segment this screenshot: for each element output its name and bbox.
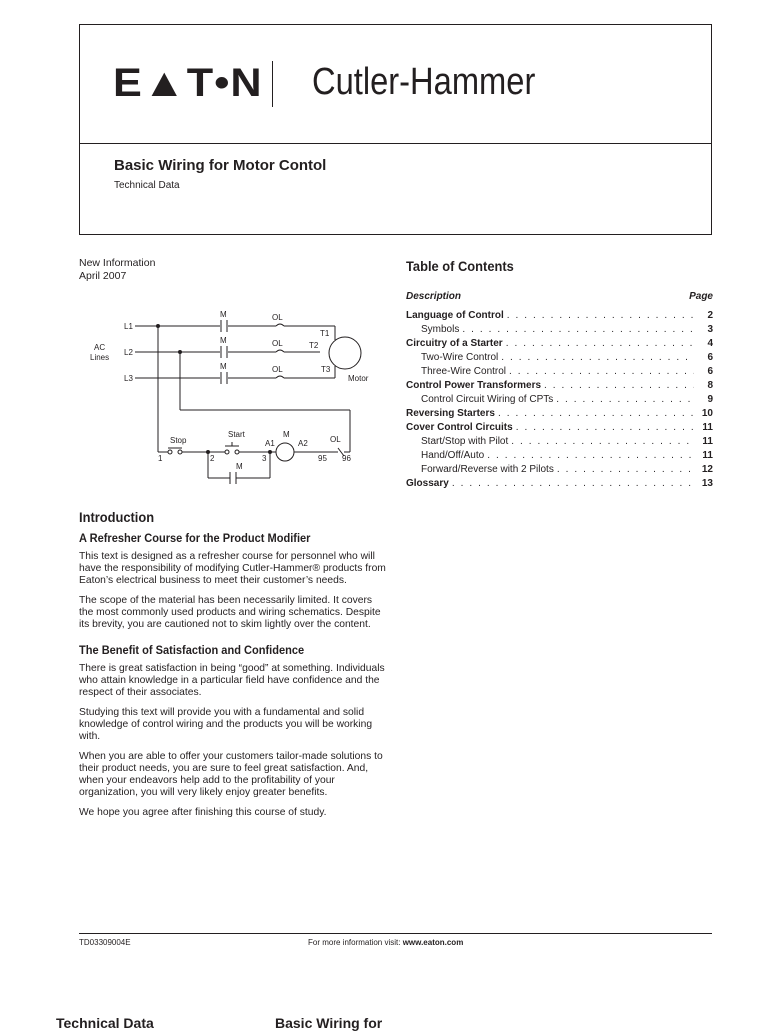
toc-entry-label: Control Circuit Wiring of CPTs xyxy=(421,394,554,405)
toc-entry-page: 12 xyxy=(701,464,713,475)
footer-url-link[interactable]: www.eaton.com xyxy=(402,938,464,947)
toc-entry-page: 11 xyxy=(702,436,713,447)
label-n1: 1 xyxy=(158,454,163,463)
label-t3: T3 xyxy=(321,365,331,374)
label-t1: T1 xyxy=(320,329,330,338)
toc-entry-label: Three-Wire Control xyxy=(421,366,507,377)
label-lines: Lines xyxy=(90,353,110,362)
label-n2: 2 xyxy=(210,454,215,463)
next-page-left-heading: Technical Data xyxy=(56,1015,154,1031)
toc-entry-label: Start/Stop with Pilot xyxy=(421,436,509,447)
header-divider xyxy=(80,143,711,144)
toc-entry-page: 13 xyxy=(701,478,713,489)
toc-entry[interactable] xyxy=(406,323,713,337)
label-ol-2: OL xyxy=(272,339,283,348)
footer-more-prefix: For more information visit: xyxy=(308,938,403,947)
toc-entry-page: 3 xyxy=(707,324,713,335)
toc-entry-page: 2 xyxy=(707,310,713,321)
logo-separator xyxy=(272,61,273,107)
label-a2: A2 xyxy=(298,439,308,448)
toc-entry-label: Circuitry of a Starter xyxy=(406,338,503,349)
toc-entry-page: 11 xyxy=(702,450,713,461)
toc-entry-page: 6 xyxy=(707,366,713,377)
motor-wiring-diagram xyxy=(80,302,380,492)
label-m-seal: M xyxy=(236,462,243,471)
label-m-2: M xyxy=(220,336,227,345)
label-ol-1: OL xyxy=(272,313,283,322)
label-n95: 95 xyxy=(318,454,327,463)
toc-entry-page: 4 xyxy=(707,338,713,349)
document-title: Basic Wiring for Motor Contol xyxy=(114,157,327,174)
toc-entry-label: Language of Control xyxy=(406,310,504,321)
toc-entry[interactable] xyxy=(406,309,713,323)
toc-entry[interactable] xyxy=(406,477,713,491)
label-l3: L3 xyxy=(124,374,133,383)
toc-entry[interactable] xyxy=(406,435,713,449)
footer-more-info xyxy=(308,938,463,947)
label-l2: L2 xyxy=(124,348,133,357)
document-id: TD03309004E xyxy=(79,938,131,947)
info-date: April 2007 xyxy=(79,269,127,282)
label-start: Start xyxy=(228,430,245,439)
label-m-coil: M xyxy=(283,430,290,439)
toc-entry[interactable] xyxy=(406,365,713,379)
label-ol-ctrl: OL xyxy=(330,435,341,444)
toc-entry-page: 10 xyxy=(701,408,713,419)
label-n3: 3 xyxy=(262,454,267,463)
toc-col-page: Page xyxy=(689,291,713,302)
label-m-3: M xyxy=(220,362,227,371)
intro-subheading-2: The Benefit of Satisfaction and Confidence xyxy=(79,643,305,657)
label-motor: Motor xyxy=(348,374,369,383)
intro-paragraph-5: When you are able to offer your customers tailor-made solutions to their product needs, you are sure to feel great satisfaction. And, when your endeavors help add to the profitability of your organization, you will very likely enjoy greater benefits. xyxy=(79,751,383,798)
intro-paragraph-3: There is great satisfaction in being “good” at something. Individuals who attain knowledge in a particular field have confidence and the respect of their associates. xyxy=(79,663,385,698)
next-page-right-heading: Basic Wiring for xyxy=(275,1015,383,1031)
label-stop: Stop xyxy=(170,436,187,445)
label-l1: L1 xyxy=(124,322,133,331)
label-n96: 96 xyxy=(342,454,351,463)
toc-entry-label: Reversing Starters xyxy=(406,408,495,419)
introduction-section xyxy=(79,509,389,827)
toc-entry-page: 11 xyxy=(702,422,713,433)
intro-paragraph-4: Studying this text will provide you with a fundamental and solid knowledge of control wiring and the products you will be working with. xyxy=(79,707,373,742)
document-subtitle: Technical Data xyxy=(114,180,180,191)
footer-rule xyxy=(79,933,712,934)
toc-entry[interactable] xyxy=(406,337,713,351)
toc-entry[interactable] xyxy=(406,463,713,477)
toc-entry[interactable] xyxy=(406,393,713,407)
toc-entry-label: Hand/Off/Auto xyxy=(421,450,485,461)
intro-paragraph-6: We hope you agree after finishing this course of study. xyxy=(79,807,327,818)
toc-col-description: Description xyxy=(406,291,462,302)
eaton-logo: E▲T•N xyxy=(113,61,263,105)
label-t2: T2 xyxy=(309,341,319,350)
toc-entry[interactable] xyxy=(406,379,713,393)
toc-header xyxy=(406,291,713,302)
toc-entry[interactable] xyxy=(406,351,713,365)
label-m-1: M xyxy=(220,310,227,319)
toc-entry[interactable] xyxy=(406,449,713,463)
intro-paragraph-1: This text is designed as a refresher course for personnel who will have the responsibility of modifying Cutler-Hammer® products from Eaton’s electrical business to meet their customer’s needs. xyxy=(79,551,386,586)
table-of-contents xyxy=(406,258,713,491)
label-ac: AC xyxy=(94,343,106,352)
toc-entry-label: Control Power Transformers xyxy=(406,380,542,391)
toc-entry-label: Glossary xyxy=(406,478,449,489)
toc-title: Table of Contents xyxy=(406,258,514,274)
header-box xyxy=(79,24,712,235)
toc-entry-label: Two-Wire Control xyxy=(421,352,499,363)
intro-paragraph-2: The scope of the material has been necessarily limited. It covers the most commonly used products and wiring schematics. Despite its brevity, you are cautioned not to skim lightly over the content. xyxy=(79,595,381,630)
toc-entry-page: 6 xyxy=(707,352,713,363)
toc-entry-page: 9 xyxy=(707,394,713,405)
label-ol-3: OL xyxy=(272,365,283,374)
toc-entry-label: Cover Control Circuits xyxy=(406,422,513,433)
toc-entry-label: Symbols xyxy=(421,324,460,335)
toc-entry[interactable] xyxy=(406,421,713,435)
toc-entry-label: Forward/Reverse with 2 Pilots xyxy=(421,464,554,475)
brand-name: Cutler-Hammer xyxy=(312,61,536,103)
intro-subheading-1: A Refresher Course for the Product Modifier xyxy=(79,531,311,545)
intro-heading: Introduction xyxy=(79,509,155,525)
label-a1: A1 xyxy=(265,439,275,448)
info-status: New Information xyxy=(79,257,156,269)
toc-entry-page: 8 xyxy=(707,380,713,391)
toc-entry[interactable] xyxy=(406,407,713,421)
publication-info xyxy=(79,257,155,282)
